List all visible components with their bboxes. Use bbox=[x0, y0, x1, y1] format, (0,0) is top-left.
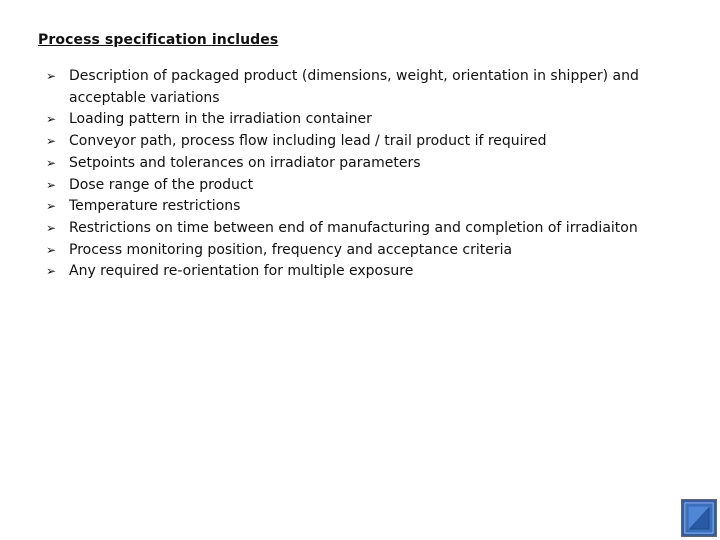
arrow-bullet-icon: ➢ bbox=[46, 220, 57, 235]
list-item bbox=[46, 131, 686, 153]
list-item bbox=[46, 218, 686, 240]
arrow-bullet-icon: ➢ bbox=[46, 199, 57, 214]
bullet-text: Process monitoring position, frequency and acceptance criteria bbox=[69, 241, 513, 258]
arrow-bullet-icon: ➢ bbox=[46, 177, 57, 192]
list-item bbox=[46, 66, 686, 109]
bullet-text: Loading pattern in the irradiation container bbox=[69, 111, 372, 128]
arrow-bullet-icon: ➢ bbox=[46, 69, 57, 83]
list-item bbox=[46, 196, 686, 218]
bullet-text: Conveyor path, process flow including lead / trail product if required bbox=[69, 133, 547, 150]
back-arrow-icon bbox=[682, 500, 716, 536]
slide-heading: Process specification includes bbox=[38, 32, 279, 48]
arrow-bullet-icon: ➢ bbox=[46, 112, 57, 127]
back-button[interactable] bbox=[681, 499, 717, 537]
list-item bbox=[46, 240, 686, 262]
list-item bbox=[46, 175, 686, 197]
bullet-text: Restrictions on time between end of manufacturing and completion of irradiaiton bbox=[69, 219, 638, 236]
arrow-bullet-icon: ➢ bbox=[46, 155, 57, 170]
bullet-text: Description of packaged product (dimensions, weight, orientation in shipper) and acceptable variations bbox=[69, 68, 639, 106]
bullet-text: Setpoints and tolerances on irradiator parameters bbox=[69, 154, 421, 171]
list-item bbox=[46, 261, 686, 283]
list-item bbox=[46, 153, 686, 175]
arrow-bullet-icon: ➢ bbox=[46, 264, 57, 279]
list-item bbox=[46, 109, 686, 131]
bullet-text: Any required re-orientation for multiple exposure bbox=[69, 263, 414, 280]
bullet-list bbox=[46, 66, 686, 283]
arrow-bullet-icon: ➢ bbox=[46, 134, 57, 149]
bullet-text: Dose range of the product bbox=[69, 176, 254, 193]
arrow-bullet-icon: ➢ bbox=[46, 242, 57, 257]
bullet-text: Temperature restrictions bbox=[69, 198, 241, 215]
